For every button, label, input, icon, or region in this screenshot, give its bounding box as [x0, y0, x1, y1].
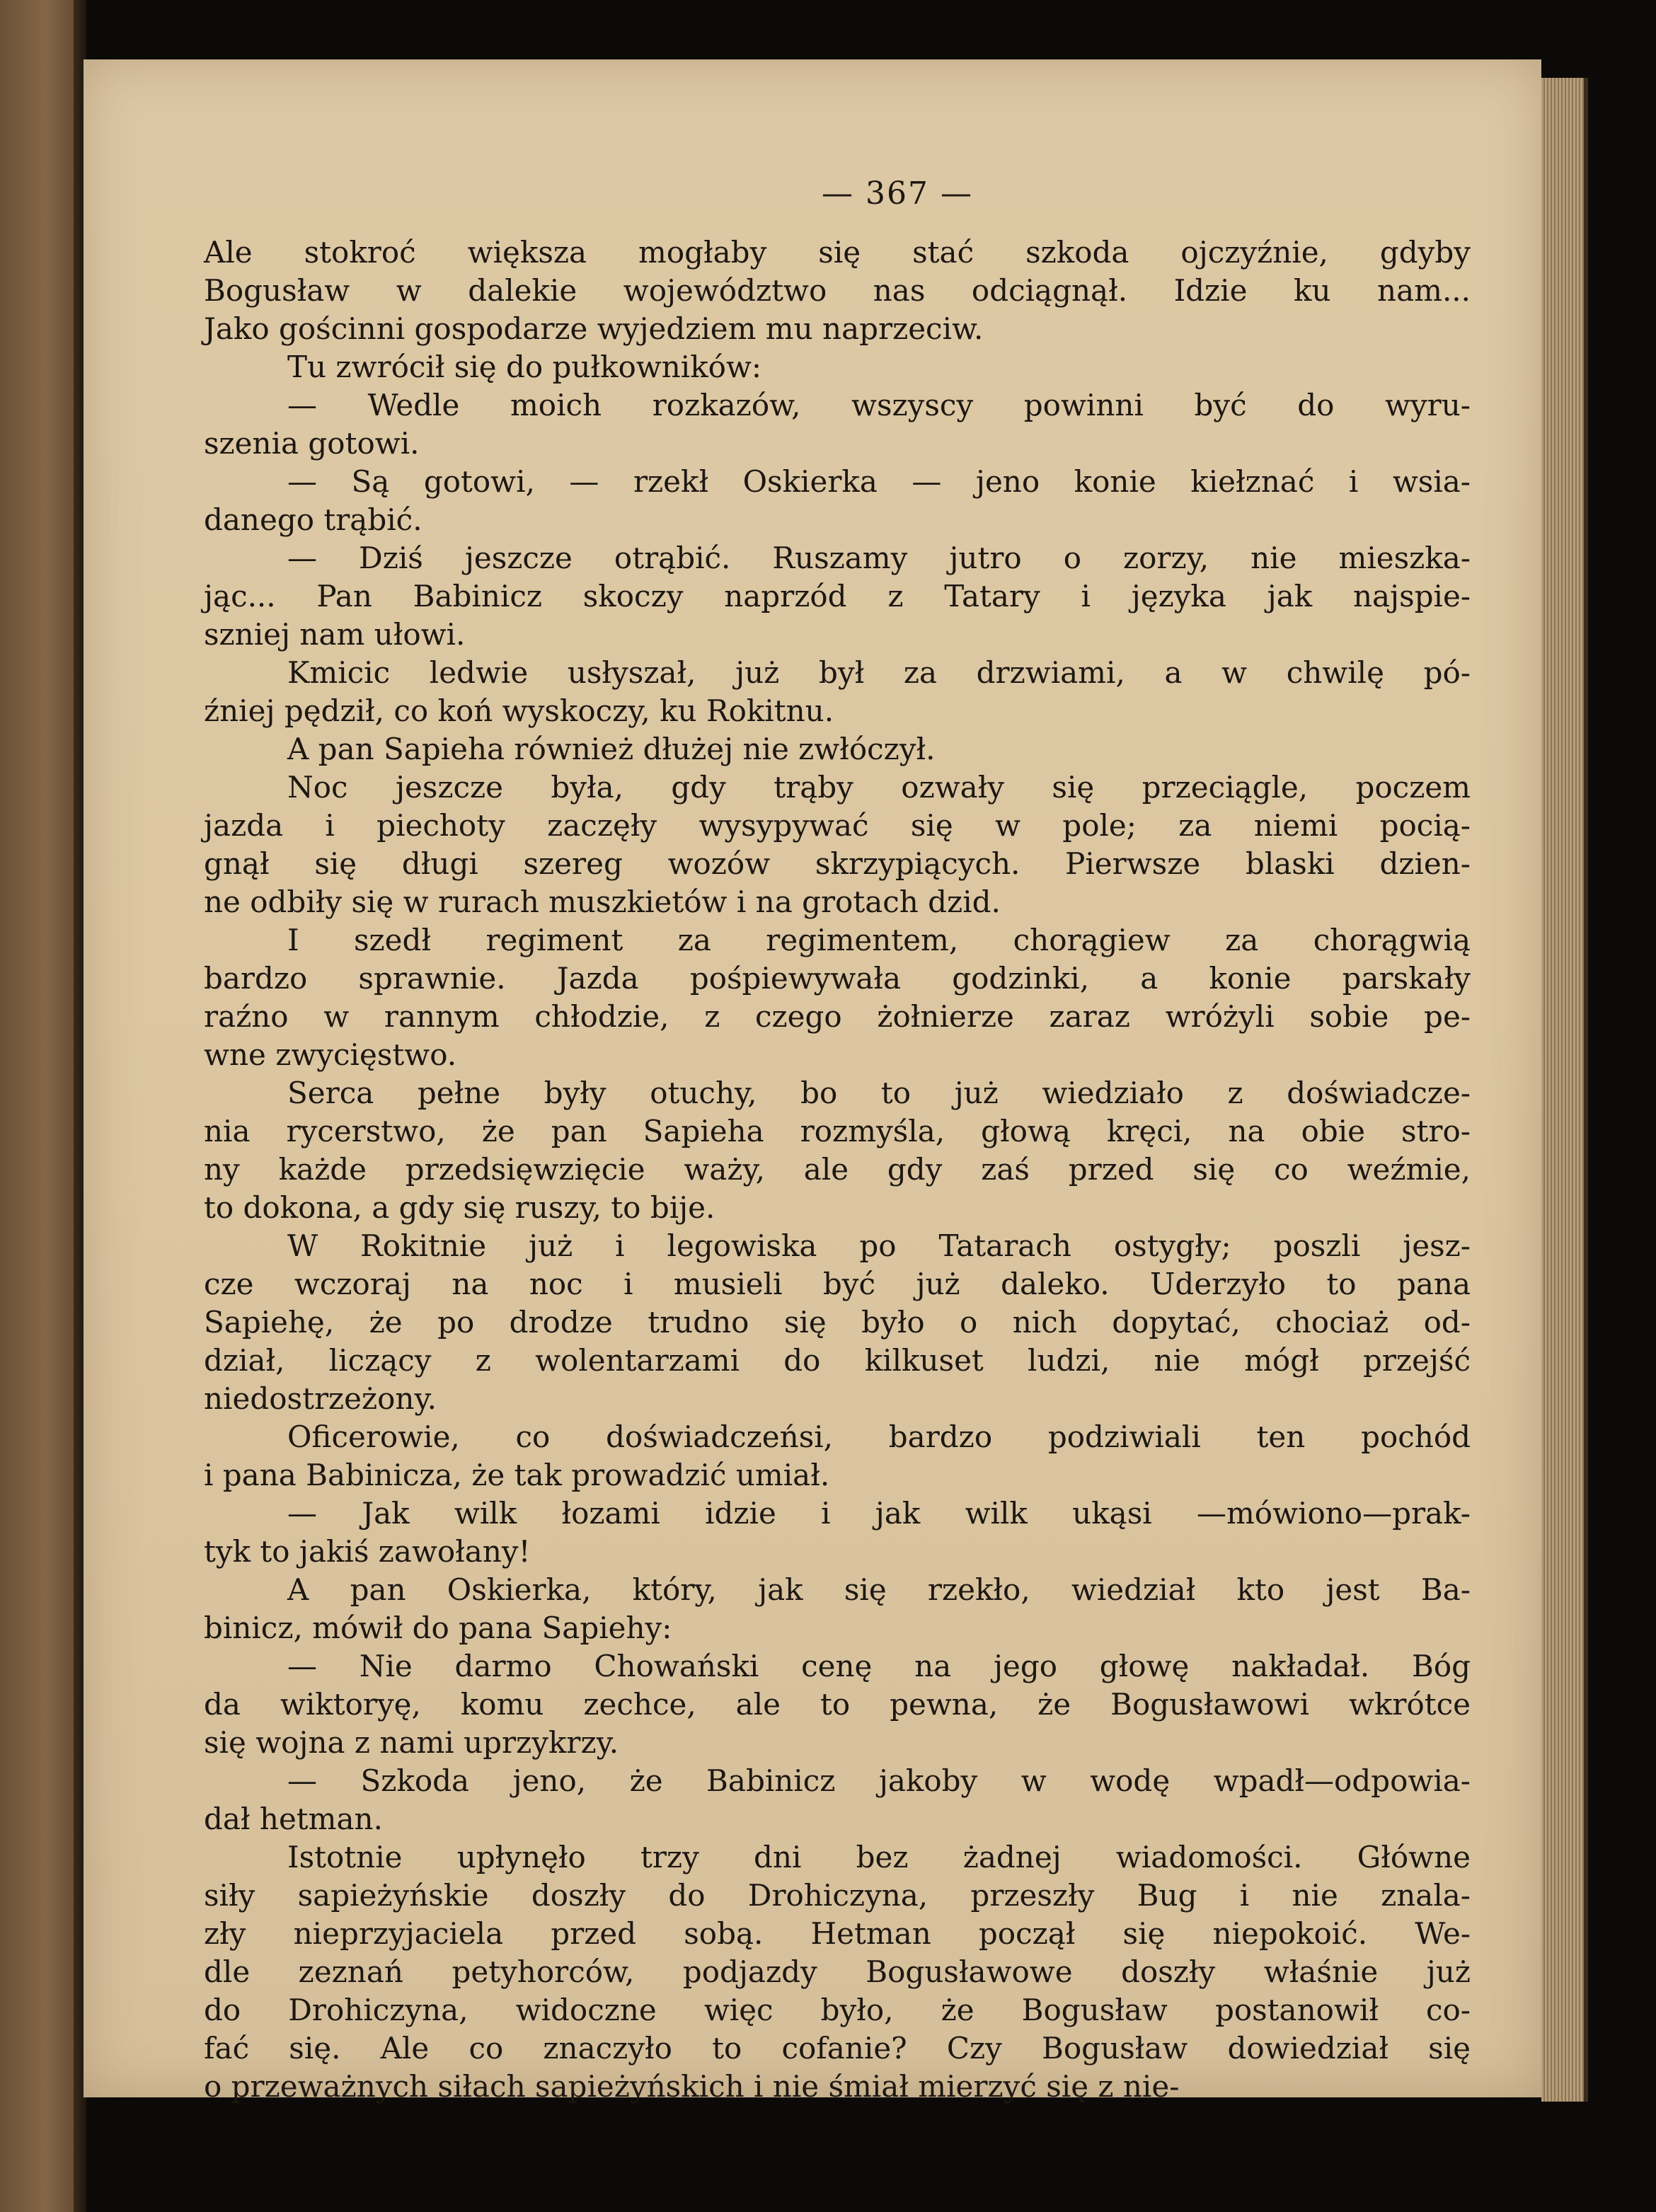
text-line: do Drohiczyna, widoczne więc było, że Bogusław postanowił co-: [204, 1993, 1471, 2027]
text-line: Tu zwrócił się do pułkowników:: [287, 350, 762, 384]
text-line: o przeważnych siłach sapieżyńskich i nie śmiał mierzyć się z nie-: [204, 2069, 1180, 2104]
text-line: — Dziś jeszcze otrąbić. Ruszamy jutro o zorzy, nie mieszka-: [287, 541, 1471, 575]
text-line: Ale stokroć większa mogłaby się stać szkoda ojczyźnie, gdyby: [204, 235, 1471, 270]
text-line: Jako gościnni gospodarze wyjedziem mu naprzeciw.: [204, 311, 984, 346]
paragraph: [204, 234, 1471, 348]
text-line: A pan Oskierka, który, jak się rzekło, wiedział kto jest Ba-: [287, 1572, 1471, 1607]
text-line: źniej pędził, co koń wyskoczy, ku Rokitnu.: [204, 693, 834, 728]
text-line: cze wczoraj na noc i musieli być już daleko. Uderzyło to pana: [204, 1267, 1471, 1301]
text-line: dle zeznań petyhorców, podjazdy Bogusławowe doszły właśnie już: [204, 1954, 1471, 1989]
text-line: binicz, mówił do pana Sapiehy:: [204, 1611, 672, 1645]
text-line: szenia gotowi.: [204, 426, 420, 461]
text-line: I szedł regiment za regimentem, chorągiew za chorągwią: [287, 923, 1471, 957]
text-line: — Nie darmo Chowański cenę na jego głowę nakładał. Bóg: [287, 1649, 1471, 1683]
paragraph: [204, 1762, 1471, 1838]
paragraph: [204, 654, 1471, 730]
text-line: — Są gotowi, — rzekł Oskierka — jeno konie kiełznać i wsia-: [287, 464, 1471, 499]
text-line: Noc jeszcze była, gdy trąby ozwały się przeciągle, poczem: [287, 770, 1471, 805]
text-line: Kmicic ledwie usłyszał, już był za drzwiami, a w chwilę pó-: [287, 655, 1471, 690]
book-cover-left: [0, 0, 84, 2212]
text-line: Sapiehę, że po drodze trudno się było o nich dopytać, chociaż od-: [204, 1305, 1471, 1340]
paragraph: [204, 921, 1471, 1074]
text-line: ne odbiły się w rurach muszkietów i na grotach dzid.: [204, 885, 1001, 919]
text-line: się wojna z nami uprzykrzy.: [204, 1725, 619, 1760]
paragraph: [204, 1074, 1471, 1227]
text-line: siły sapieżyńskie doszły do Drohiczyna, przeszły Bug i nie znala-: [204, 1878, 1471, 1913]
paragraph: [204, 1647, 1471, 1762]
text-line: zły nieprzyjaciela przed sobą. Hetman począł się niepokoić. We-: [204, 1916, 1471, 1951]
text-line: Oficerowie, co doświadczeńsi, bardzo podziwiali ten pochód: [287, 1419, 1471, 1454]
text-line: raźno w rannym chłodzie, z czego żołnierze zaraz wróżyli sobie pe-: [204, 999, 1471, 1034]
text-line: jąc... Pan Babinicz skoczy naprzód z Tatary i języka jak najspie-: [204, 579, 1471, 614]
text-line: ny każde przedsięwzięcie waży, ale gdy zaś przed się co weźmie,: [204, 1152, 1471, 1187]
text-line: dział, liczący z wolentarzami do kilkuset ludzi, nie mógł przejść: [204, 1343, 1471, 1378]
text-line: — Wedle moich rozkazów, wszyscy powinni być do wyru-: [287, 388, 1471, 422]
text-line: to dokona, a gdy się ruszy, to bije.: [204, 1190, 715, 1225]
text-line: szniej nam ułowi.: [204, 617, 466, 652]
paragraph: [204, 1494, 1471, 1571]
text-line: Istotnie upłynęło trzy dni bez żadnej wiadomości. Główne: [287, 1840, 1471, 1874]
paragraph: [204, 539, 1471, 654]
text-line: A pan Sapieha również dłużej nie zwłóczył.: [287, 732, 936, 766]
paragraph: [204, 1227, 1471, 1418]
text-line: nia rycerstwo, że pan Sapieha rozmyśla, głową kręci, na obie stro-: [204, 1114, 1471, 1148]
text-line: bardzo sprawnie. Jazda pośpiewywała godzinki, a konie parskały: [204, 961, 1471, 996]
text-line: niedostrzeżony.: [204, 1381, 437, 1416]
text-line: Serca pełne były otuchy, bo to już wiedziało z doświadcze-: [287, 1076, 1471, 1110]
text-line: wne zwycięstwo.: [204, 1037, 457, 1072]
text-body: [204, 234, 1471, 2106]
page-number: — 367 —: [822, 175, 973, 212]
text-line: i pana Babinicza, że tak prowadzić umiał.: [204, 1458, 830, 1492]
text-line: danego trąbić.: [204, 502, 422, 537]
paragraph: [204, 1571, 1471, 1647]
page-content: [204, 173, 1471, 2106]
paragraph: [204, 386, 1471, 463]
text-line: gnął się długi szereg wozów skrzypiących. Pierwsze blaski dzien-: [204, 846, 1471, 881]
book-page: [84, 59, 1541, 2104]
text-line: fać się. Ale co znaczyło to cofanie? Czy Bogusław dowiedział się: [204, 2031, 1471, 2066]
text-line: — Jak wilk łozami idzie i jak wilk ukąsi —mówiono—prak-: [287, 1496, 1471, 1531]
paragraph: [204, 1418, 1471, 1494]
text-line: jazda i piechoty zaczęły wysypywać się w pole; za niemi pocią-: [204, 808, 1471, 843]
text-line: Bogusław w dalekie województwo nas odciągnął. Idzie ku nam...: [204, 273, 1471, 308]
paragraph: [204, 768, 1471, 921]
text-line: da wiktoryę, komu zechce, ale to pewna, że Bogusławowi wkrótce: [204, 1687, 1471, 1722]
paragraph: [204, 348, 1471, 386]
paragraph: [204, 463, 1471, 539]
text-line: W Rokitnie już i legowiska po Tatarach ostygły; poszli jesz-: [287, 1228, 1471, 1263]
paragraph: [204, 730, 1471, 768]
text-line: — Szkoda jeno, że Babinicz jakoby w wodę wpadł—odpowia-: [287, 1763, 1471, 1798]
paragraph: [204, 1838, 1471, 2106]
text-line: dał hetman.: [204, 1802, 383, 1836]
page-edges: [1541, 78, 1588, 2102]
text-line: tyk to jakiś zawołany!: [204, 1534, 531, 1569]
